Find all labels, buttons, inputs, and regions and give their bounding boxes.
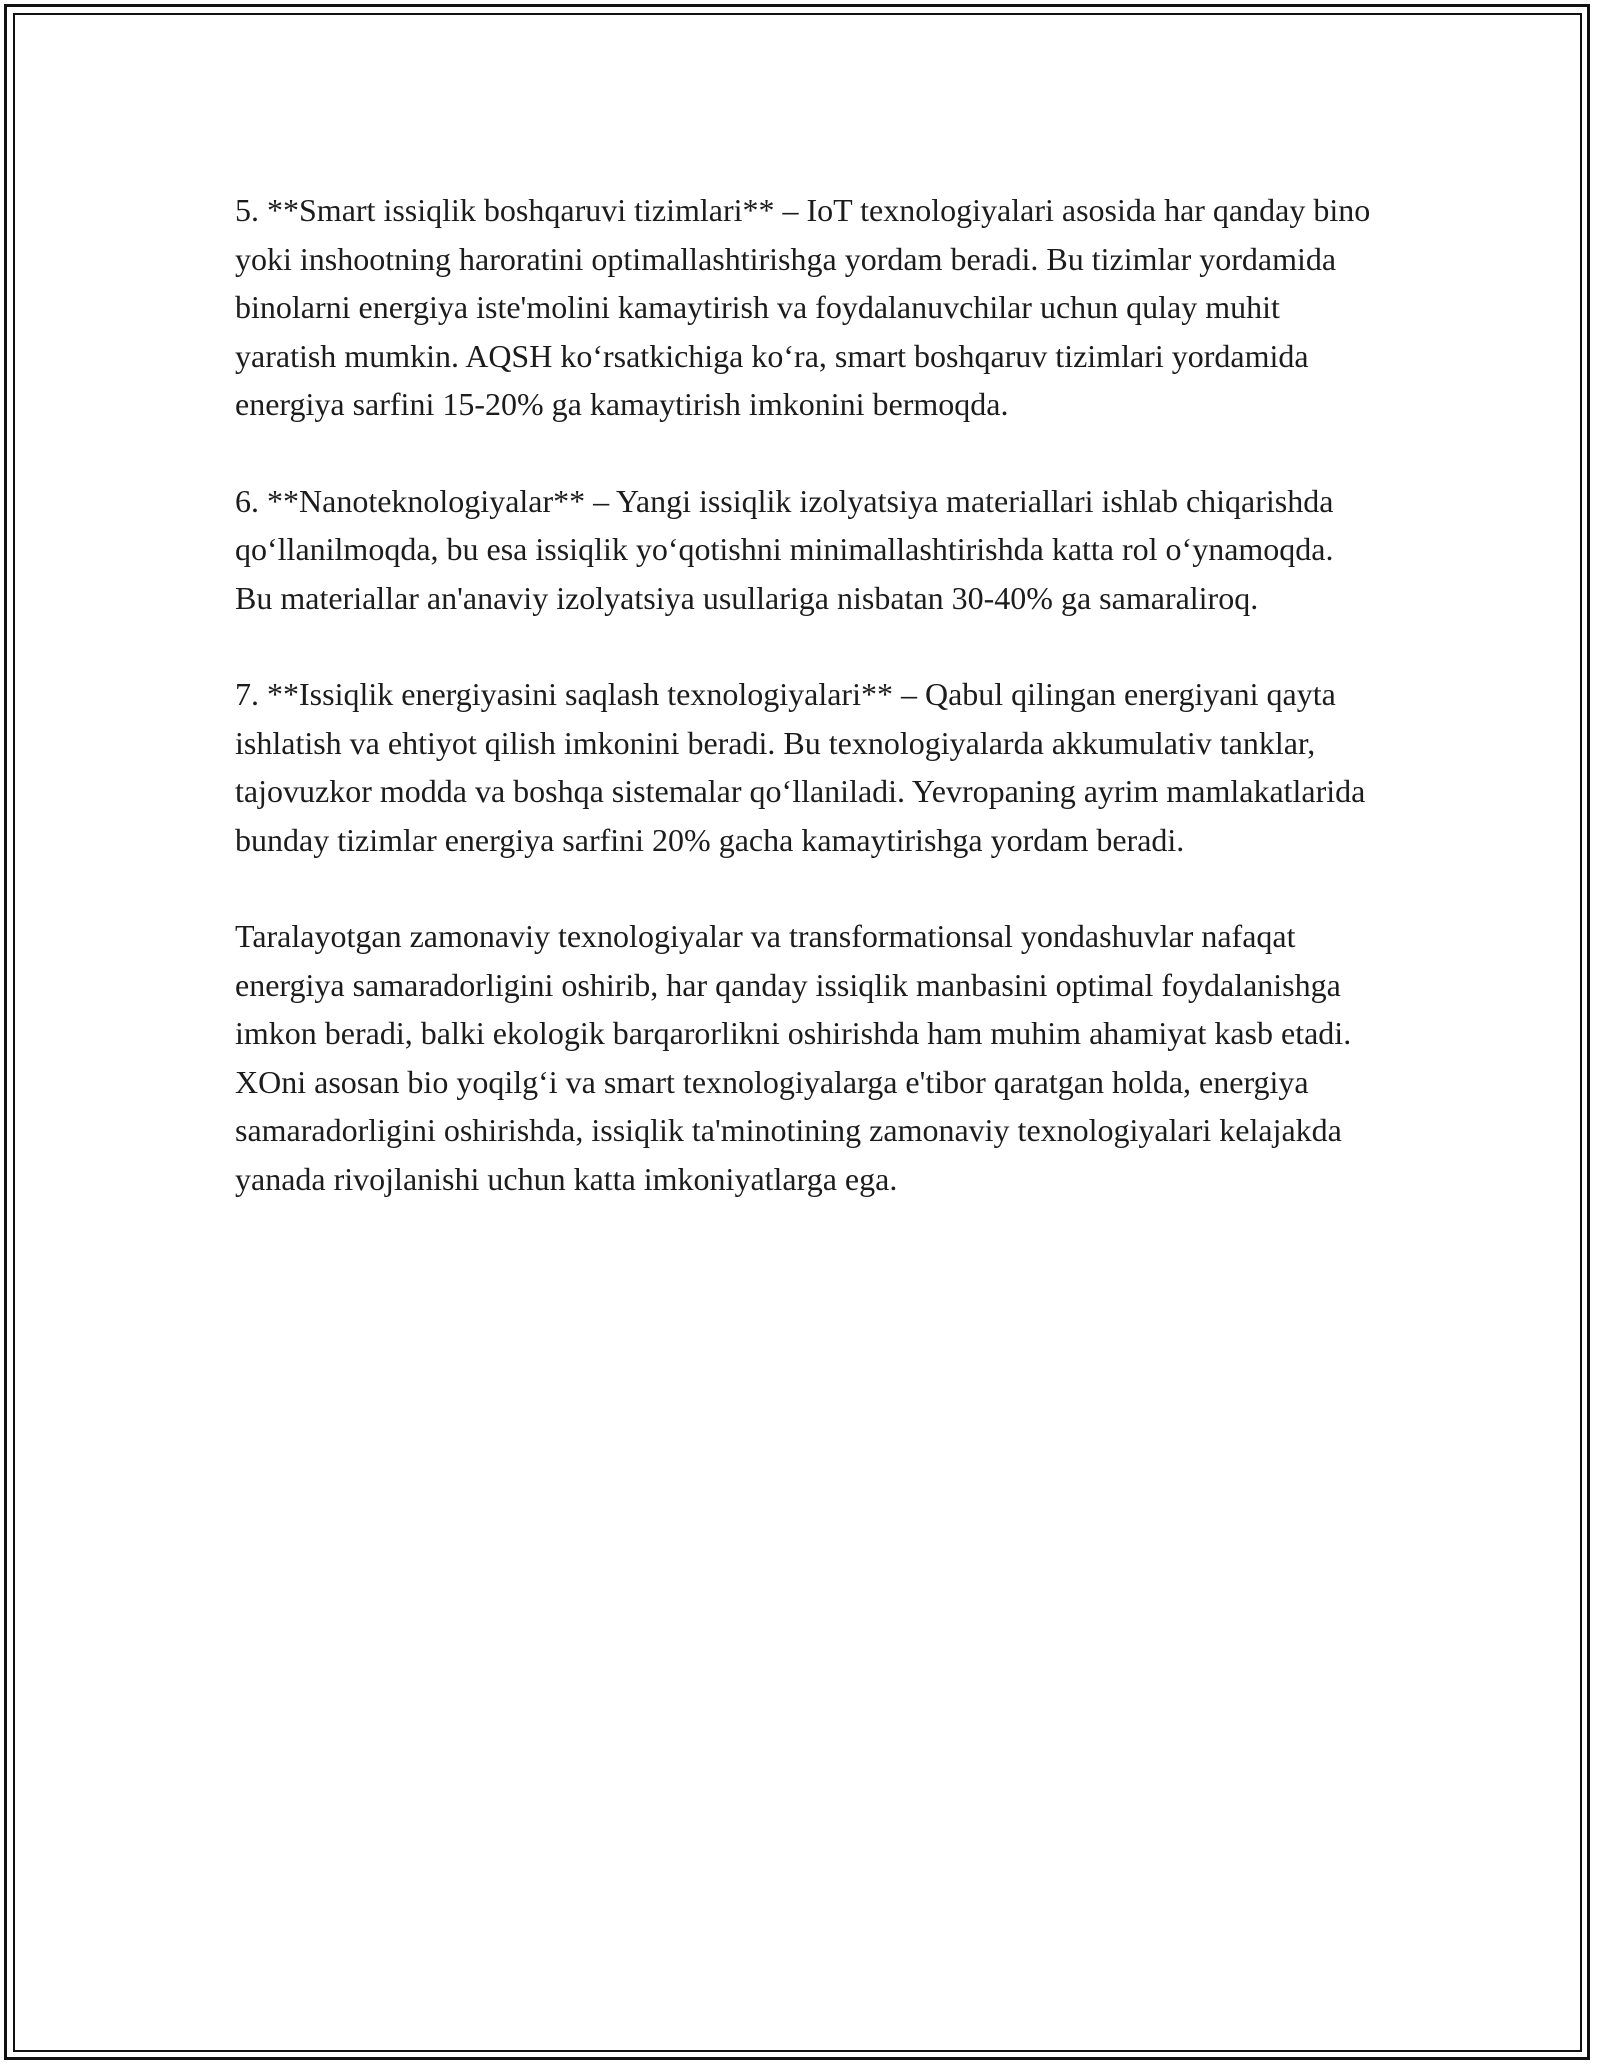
paragraph-conclusion: Taralayotgan zamonaviy texnologiyalar va transformationsal yondashuvlar nafaqat energiya samaradorligini oshirib, har qanday issiqlik manbasini optimal foydalanishga imkon beradi, balki ekologik barqarorlikni oshirishda ham muhim ahamiyat kasb etadi. XOni asosan bio yoqilg‘i va smart texnologiyalarga e'tibor qaratgan holda, energiya samaradorligini oshirishda, issiqlik ta'minotining zamonaviy texnologiyalari kelajakda yanada rivojlanishi uchun katta imkoniyatlarga ega. [235,918,1352,1197]
paragraph-smart-heating: 5. **Smart issiqlik boshqaruvi tizimlari** – IoT texnologiyalari asosida har qanday bino yoki inshootning haroratini optimallashtirishga yordam beradi. Bu tizimlar yordamida binolarni energiya iste'molini kamaytirish va foydalanuvchilar uchun qulay muhit yaratish mumkin. AQSH ko‘rsatkichiga ko‘ra, smart boshqaruv tizimlari yordamida energiya sarfini 15-20% ga kamaytirish imkonini bermoqda. [235,192,1371,422]
paragraph-heat-storage: 7. **Issiqlik energiyasini saqlash texnologiyalari** – Qabul qilingan energiyani qayta ishlatish va ehtiyot qilish imkonini beradi. Bu texnologiyalarda akkumulativ tanklar, tajovuzkor modda va boshqa sistemalar qo‘llaniladi. Yevropaning ayrim mamlakatlarida bunday tizimlar energiya sarfini 20% gacha kamaytirishga yordam beradi. [235,676,1366,858]
paragraph-nanotechnology: 6. **Nanoteknologiyalar** – Yangi issiqlik izolyatsiya materiallari ishlab chiqarishda qo‘llanilmoqda, bu esa issiqlik yo‘qotishni minimallashtirishda katta rol o‘ynamoqda. Bu materiallar an'anaviy izolyatsiya usullariga nisbatan 30-40% ga samaraliroq. [235,482,1334,616]
document-body [235,186,1375,1251]
